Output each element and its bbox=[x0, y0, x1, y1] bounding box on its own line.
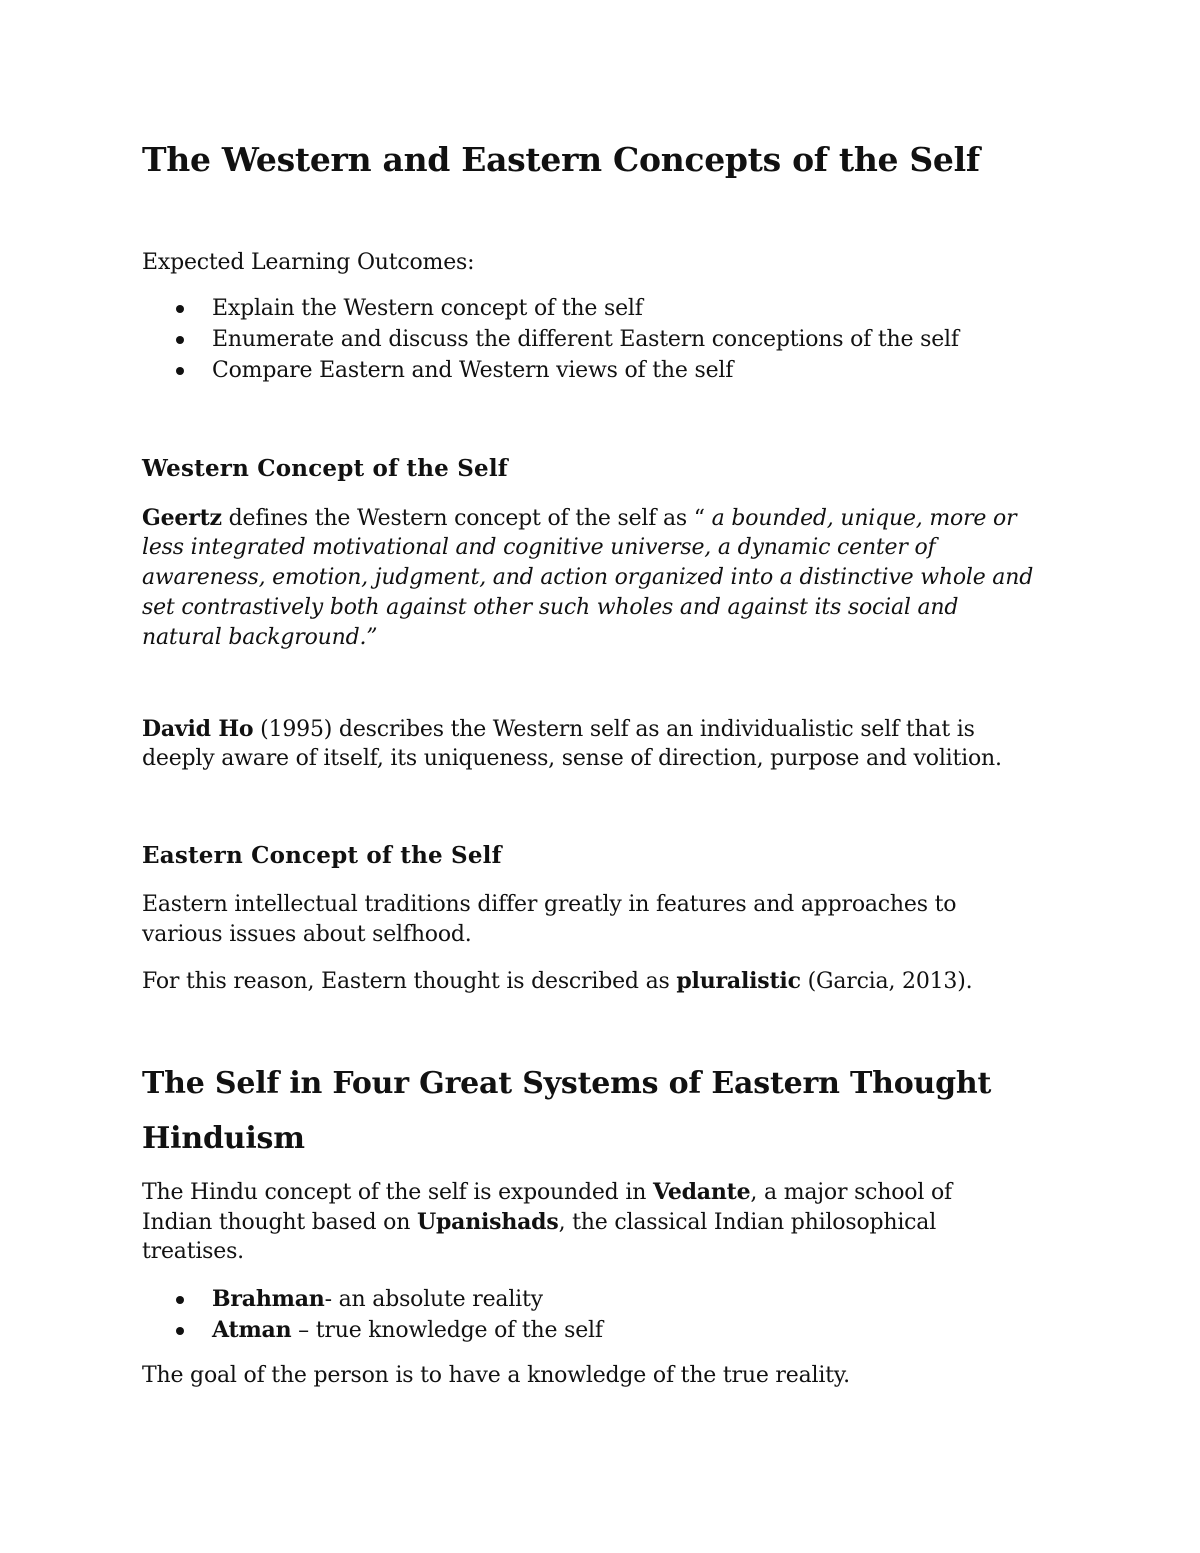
page-title: The Western and Eastern Concepts of the Self bbox=[142, 140, 980, 179]
atman-desc: – true knowledge of the self bbox=[291, 1318, 603, 1343]
geertz-quote-4: set contrastively both against other such wholes and against its social and bbox=[142, 595, 959, 620]
hinduism-line-2 bbox=[142, 1207, 936, 1238]
ho-text: (1995) describes the Western self as an individualistic self that is bbox=[253, 717, 975, 742]
geertz-line-1 bbox=[142, 503, 1016, 534]
systems-heading: The Self in Four Great Systems of Eastern Thought bbox=[142, 1066, 992, 1101]
geertz-quote-1: a bounded, unique, more or bbox=[711, 506, 1017, 531]
para2-citation: (Garcia, 2013). bbox=[800, 969, 973, 994]
list-item bbox=[142, 1315, 603, 1346]
hinduism-line-3: treatises. bbox=[142, 1239, 244, 1264]
pluralistic-term: pluralistic bbox=[676, 968, 801, 994]
list-item bbox=[142, 1284, 603, 1315]
brahman-term: Brahman bbox=[212, 1286, 325, 1312]
hinduism-text: , the classical Indian philosophical bbox=[558, 1210, 937, 1235]
ho-line-2: deeply aware of itself, its uniqueness, sense of direction, purpose and volition. bbox=[142, 746, 1002, 771]
eastern-para2 bbox=[142, 966, 972, 997]
western-heading: Western Concept of the Self bbox=[142, 455, 508, 482]
ho-line-1 bbox=[142, 714, 975, 745]
outcomes-list bbox=[142, 293, 959, 386]
list-item: Enumerate and discuss the different Eastern conceptions of the self bbox=[142, 324, 959, 355]
upanishads-term: Upanishads bbox=[416, 1209, 559, 1235]
hinduism-line-1 bbox=[142, 1177, 952, 1208]
hinduism-goal: The goal of the person is to have a knowledge of the true reality. bbox=[142, 1363, 850, 1388]
ho-name: David Ho bbox=[142, 716, 254, 742]
geertz-name: Geertz bbox=[142, 505, 222, 531]
para2-text: For this reason, Eastern thought is described as bbox=[142, 969, 677, 994]
hinduism-heading: Hinduism bbox=[142, 1121, 305, 1156]
outcomes-heading: Expected Learning Outcomes: bbox=[142, 250, 475, 275]
eastern-para1-line1: Eastern intellectual traditions differ greatly in features and approaches to bbox=[142, 892, 957, 917]
hinduism-list bbox=[142, 1284, 603, 1346]
vedante-term: Vedante bbox=[652, 1179, 751, 1205]
geertz-quote-3: awareness, emotion, judgment, and action organized into a distinctive whole and bbox=[142, 565, 1034, 590]
atman-term: Atman bbox=[212, 1317, 292, 1343]
list-item: Compare Eastern and Western views of the self bbox=[142, 355, 959, 386]
geertz-quote-5: natural background.” bbox=[142, 625, 378, 650]
geertz-quote-2: less integrated motivational and cognitive universe, a dynamic center of bbox=[142, 535, 936, 560]
eastern-para1-line2: various issues about selfhood. bbox=[142, 922, 472, 947]
eastern-heading: Eastern Concept of the Self bbox=[142, 842, 502, 869]
brahman-desc: - an absolute reality bbox=[324, 1287, 543, 1312]
list-item: Explain the Western concept of the self bbox=[142, 293, 959, 324]
hinduism-text: Indian thought based on bbox=[142, 1210, 417, 1235]
hinduism-text: , a major school of bbox=[750, 1180, 952, 1205]
hinduism-text: The Hindu concept of the self is expounded in bbox=[142, 1180, 653, 1205]
geertz-intro: defines the Western concept of the self as “ bbox=[221, 506, 712, 531]
